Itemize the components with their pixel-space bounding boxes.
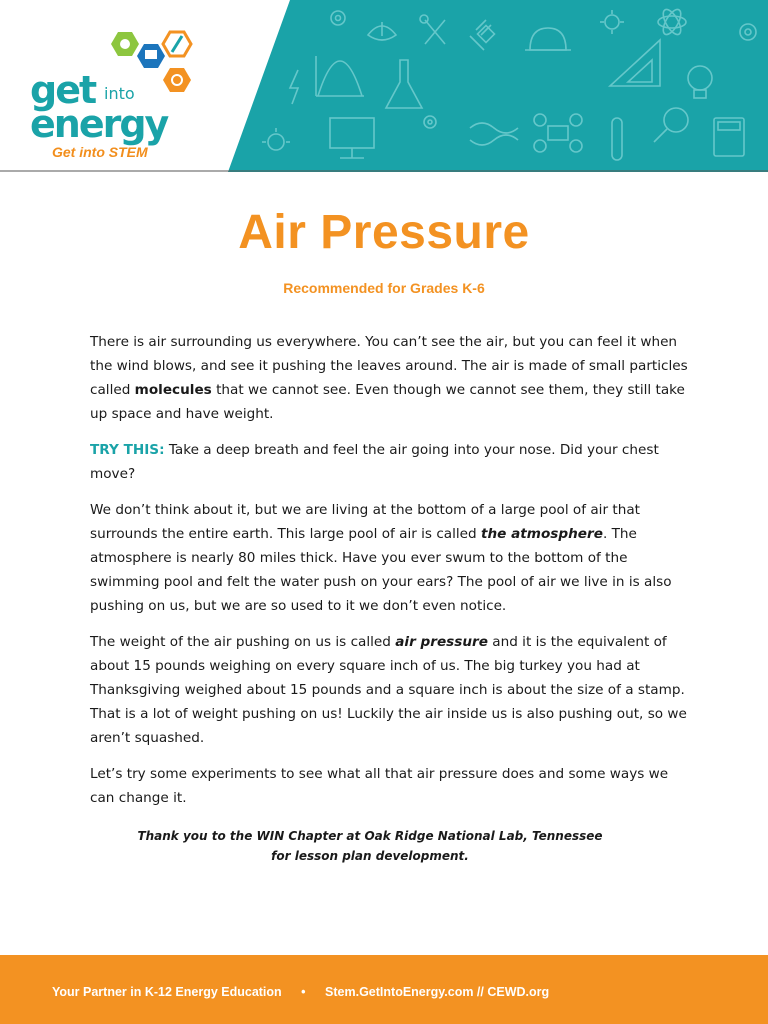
paragraph-5: Let’s try some experiments to see what all that air pressure does and some ways we can change it. (90, 766, 669, 806)
paragraph-2 (90, 438, 690, 486)
logo-into-text: into (104, 84, 135, 103)
header (0, 0, 768, 172)
body-text (90, 330, 690, 822)
footer (0, 955, 768, 1024)
footer-text (52, 985, 549, 999)
get-into-energy-logo (28, 30, 228, 165)
p3-text-c: . The atmosphere is nearly 80 miles thick. Have you ever swum to the bottom of the swimming pool and felt the water push on your ears? The pool of air we live in is also pushing on us, but we are so used to it we don’t even notice. (90, 526, 672, 614)
p1-text-a: There is air surrounding us everywhere. You can’t see the air, but you can feel it when the wind blows, and see it pushing the leaves around. The air is made of small particles called (90, 334, 688, 398)
acknowledgement-line-2: for lesson plan development. (271, 849, 469, 863)
logo-get-text: get (30, 68, 96, 112)
computer-icon (145, 50, 157, 59)
try-this-label: TRY THIS: (90, 442, 165, 458)
logo-tagline: Get into STEM (52, 144, 148, 160)
microscope-icon (120, 39, 130, 49)
page-title: Air Pressure (238, 206, 530, 259)
footer-tagline: Your Partner in K-12 Energy Education (52, 985, 282, 999)
p4-text-c: and it is the equivalent of about 15 pounds weighing on every square inch of us. The big turkey you had at Thanksgiving weighed about 15 pounds and a square inch is about the size of a stamp. That is a lot of weight pushing on us! Luckily the air inside us is also pushing out, so we aren’t squashed. (90, 634, 687, 746)
p1-bold-term: molecules (134, 382, 212, 398)
logo-energy-text: energy (30, 102, 168, 146)
p2-text: Take a deep breath and feel the air going into your nose. Did your chest move? (90, 442, 659, 482)
acknowledgement-line-1: Thank you to the WIN Chapter at Oak Ridge National Lab, Tennessee (137, 829, 603, 843)
footer-separator: • (301, 985, 306, 999)
p3-text-a: We don’t think about it, but we are living at the bottom of a large pool of air that surrounds the entire earth. This large pool of air is called (90, 502, 640, 542)
p3-bold-term: the atmosphere (481, 526, 603, 542)
paragraph-4 (90, 630, 690, 750)
footer-links[interactable]: Stem.GetIntoEnergy.com // CEWD.org (325, 985, 550, 999)
paragraph-3 (90, 498, 690, 618)
p4-bold-term: air pressure (395, 634, 488, 650)
p1-text-c: that we cannot see. Even though we cannot see them, they still take up space and have weight. (90, 382, 685, 422)
page-subtitle: Recommended for Grades K-6 (283, 280, 485, 296)
gears-hexagon (163, 68, 191, 92)
paragraph-1 (90, 330, 690, 426)
acknowledgement (90, 826, 650, 866)
p4-text-a: The weight of the air pushing on us is called (90, 634, 396, 650)
